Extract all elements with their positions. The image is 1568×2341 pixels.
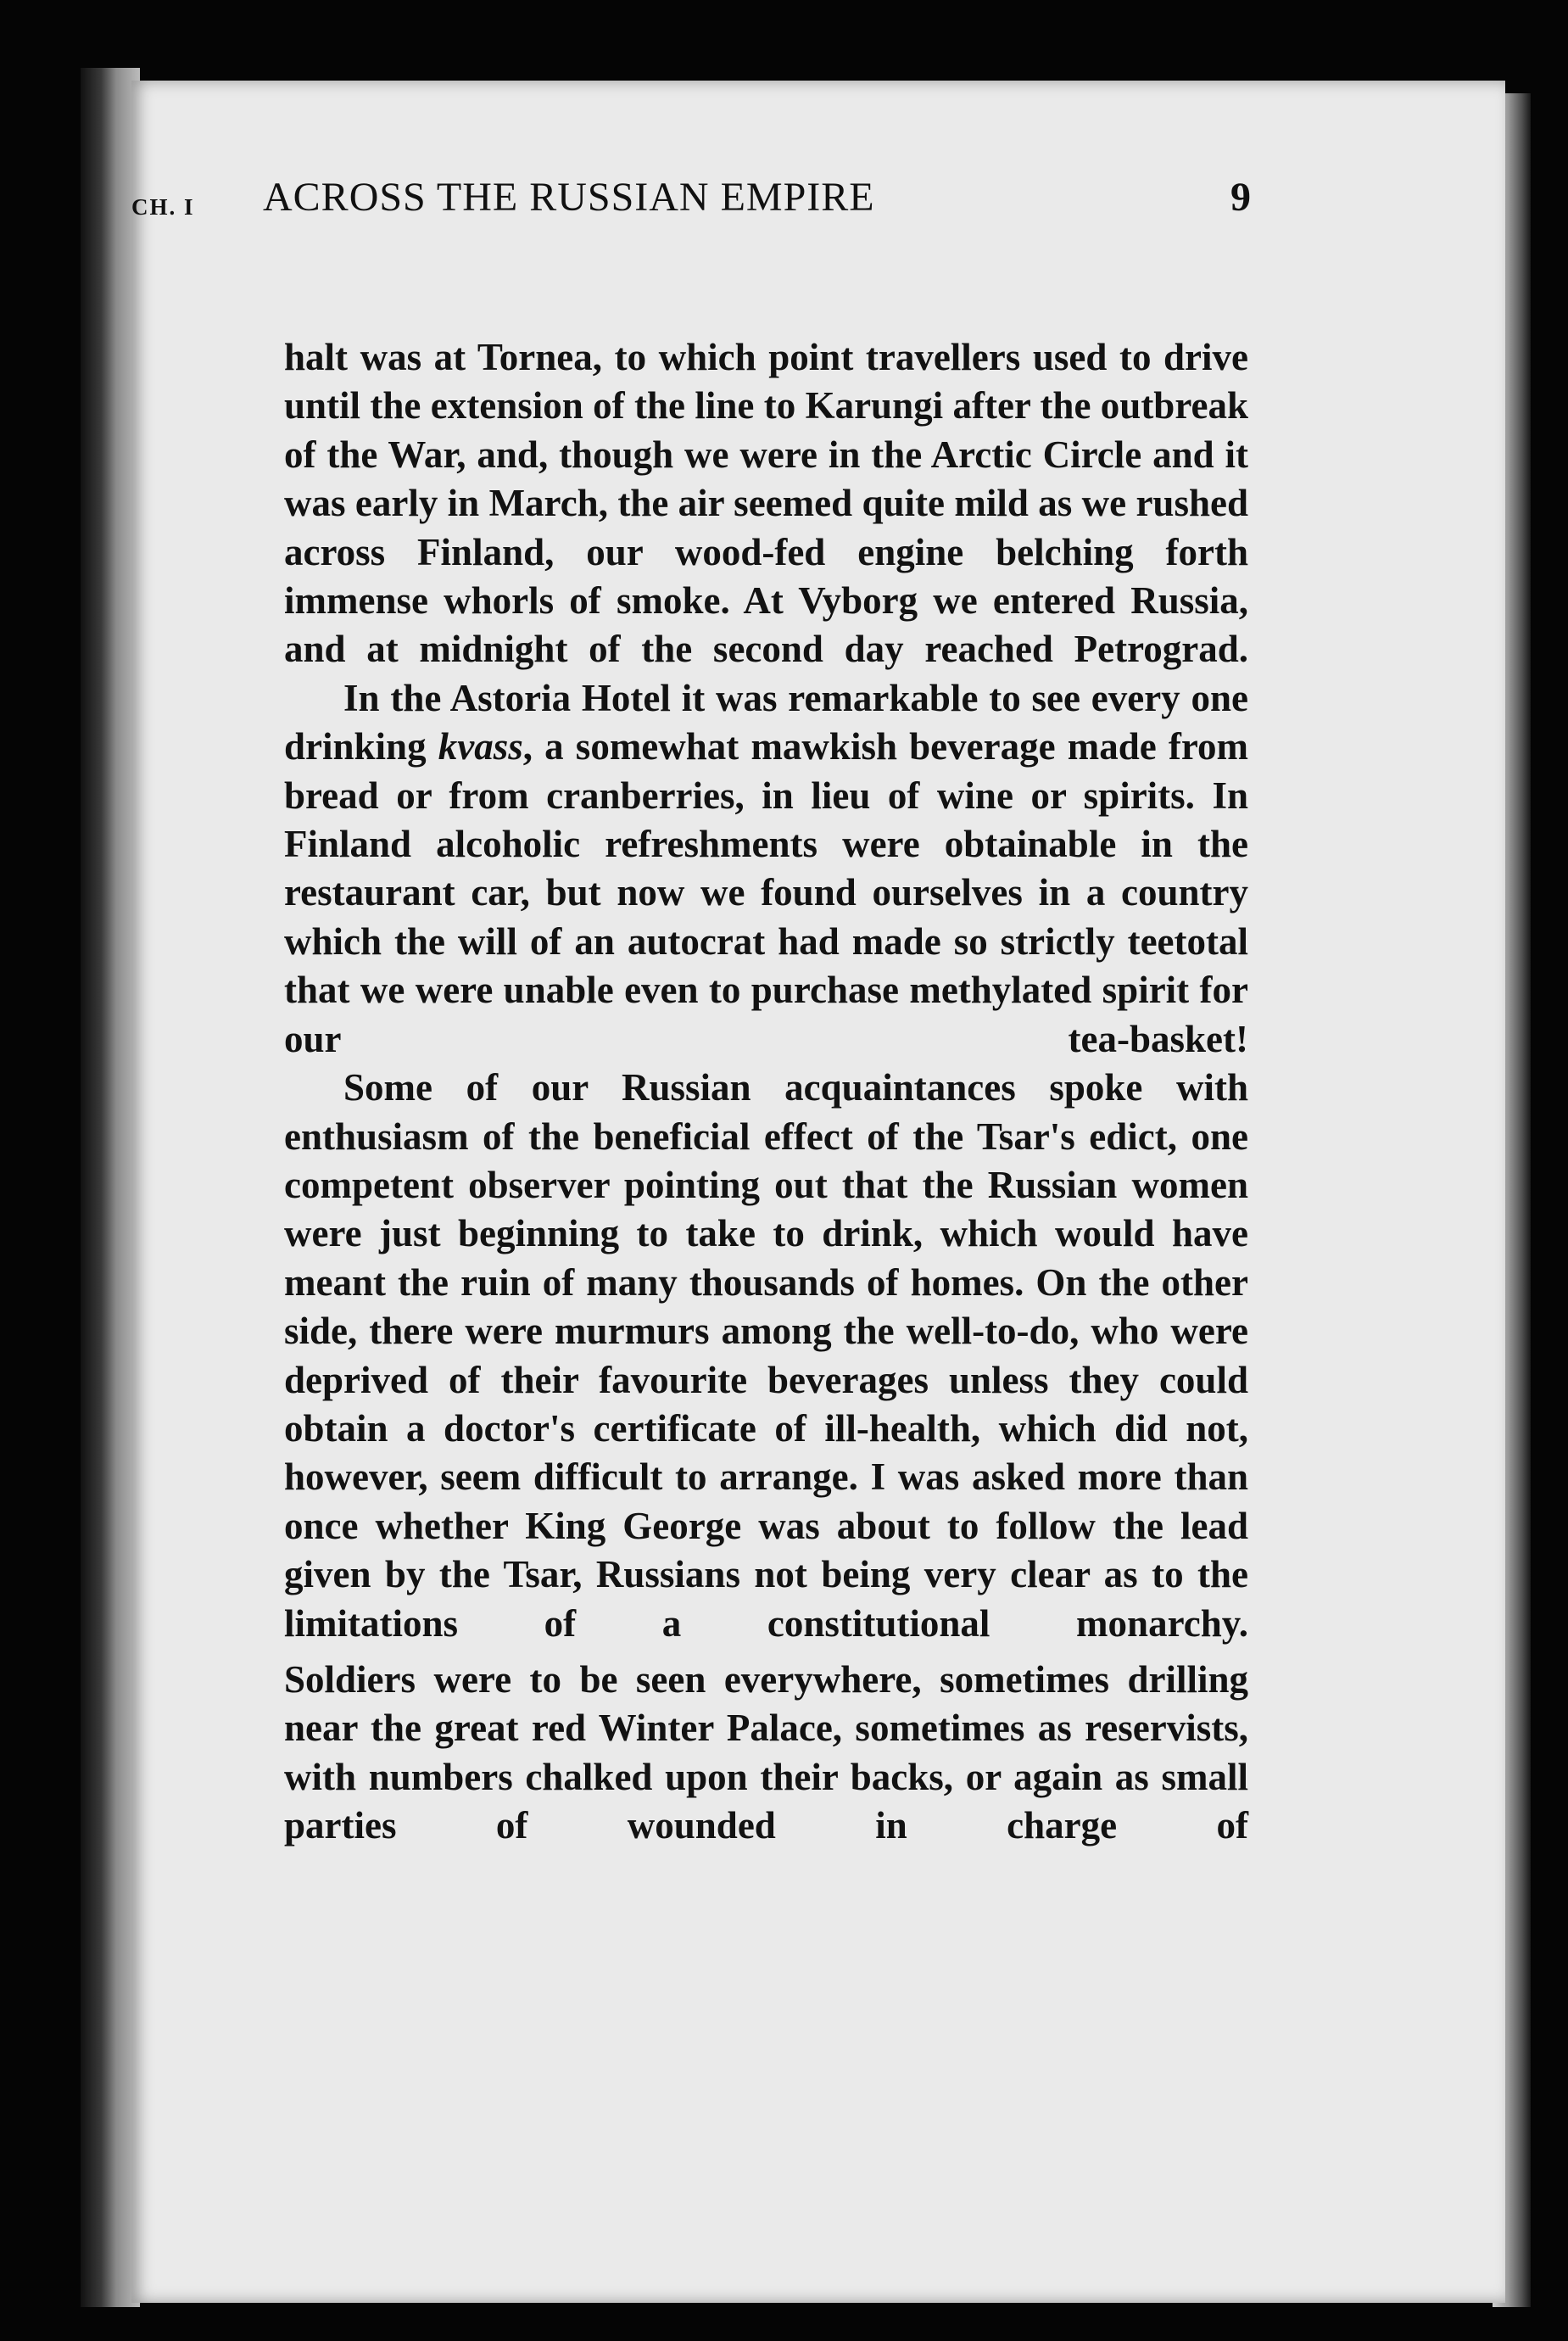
chapter-label: CH. I	[131, 194, 195, 220]
paragraph-2: In the Astoria Hotel it was remarkable to see every one drinking kvass, a somewhat mawkish beverage made from bread or from cranberries, in lieu of wine or spirits. In Finland alcoholic refreshments were obtainable in the restaurant car, but now we found ourselves in a country which the will of an autocrat had made so strictly teetotal that we were unable even to purchase methylated spirit for our tea-basket!	[284, 676, 1248, 1060]
page-number: 9	[1230, 175, 1251, 220]
body-text	[284, 333, 1248, 1851]
running-title: ACROSS THE RUSSIAN EMPIRE	[263, 175, 875, 220]
paragraph-1: halt was at Tornea, to which point travellers used to drive until the extension of the line to Karungi after the outbreak of the War, and, though we were in the Arctic Circle and it was early in March, the air seemed quite mild as we rushed across Finland, our wood-fed engine belching forth immense whorls of smoke. At Vyborg we entered Russia, and at midnight of the second day reached Petrograd.	[284, 336, 1248, 671]
paragraph-3: Some of our Russian acquaintances spoke with enthusiasm of the beneficial effect of the Tsar's edict, one competent observer pointing out that the Russian women were just beginning to take to drink, which would have meant the ruin of many thousands of homes. On the other side, there were murmurs among the well-to-do, who were deprived of their favourite beverages unless they could obtain a doctor's certificate of ill-health, which did not, however, seem difficult to arrange. I was asked more than once whether King George was about to follow the lead given by the Tsar, Russians not being very clear as to the limitations of a constitutional monarchy.	[284, 1066, 1248, 1645]
emphasis-kvass: kvass	[438, 725, 523, 768]
running-header	[131, 174, 1251, 233]
paragraph-4: Soldiers were to be seen everywhere, sometimes drilling near the great red Winter Palace, sometimes as reservists, with numbers chalked upon their backs, or again as small parties of wounded in charge of	[284, 1657, 1248, 1847]
